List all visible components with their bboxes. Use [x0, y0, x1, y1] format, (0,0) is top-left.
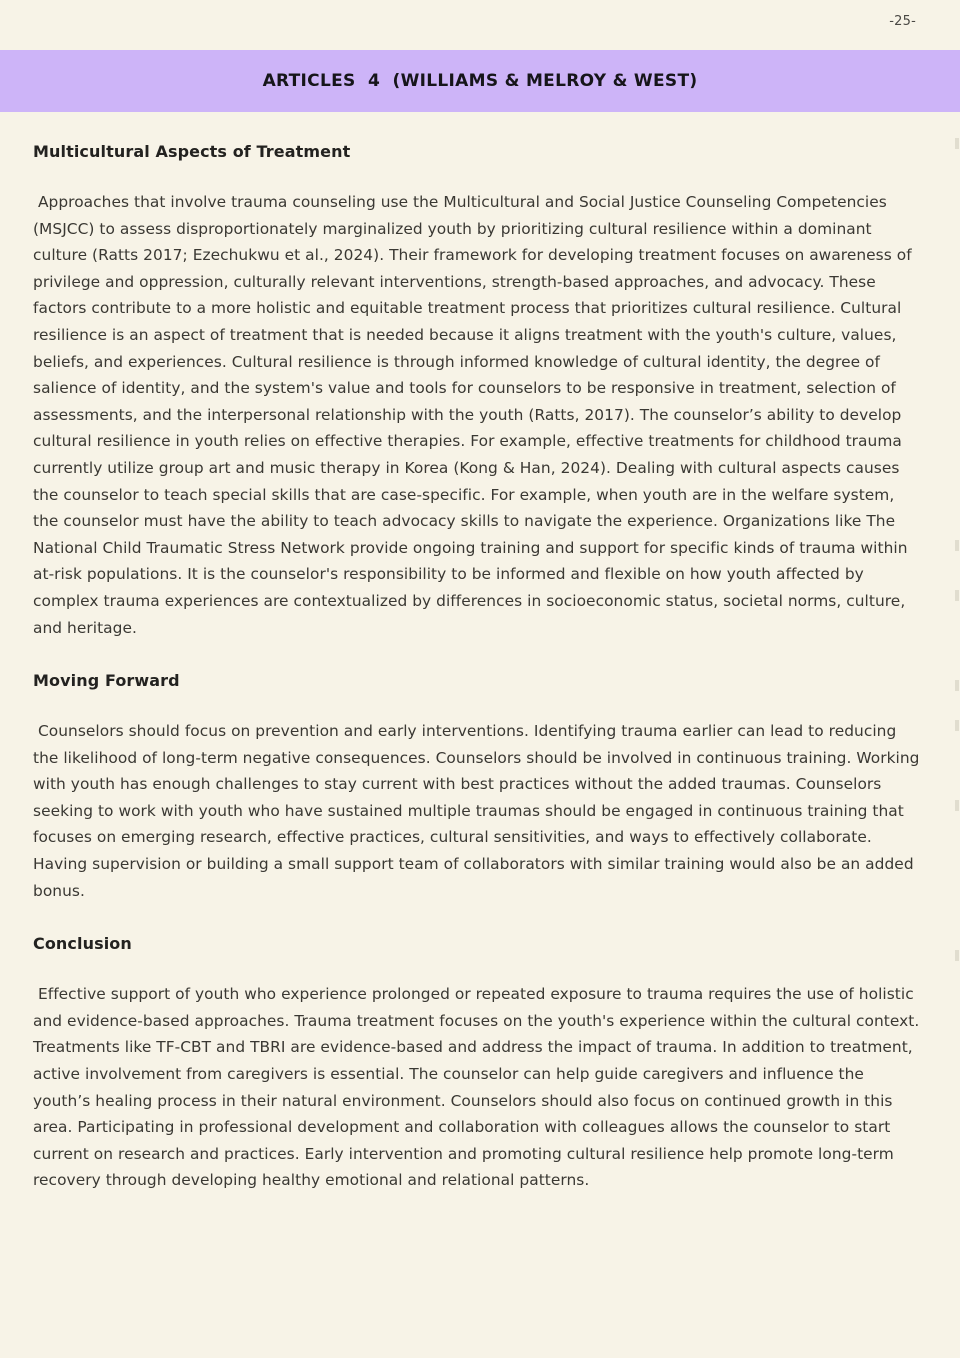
article-body: [0, 112, 960, 1194]
running-head-banner: [0, 50, 960, 112]
section-paragraph: Effective support of youth who experience prolonged or repeated exposure to trauma requires the use of holistic and evidence-based approaches. Trauma treatment focuses on the youth's experience within the cultural context. Treatments like TF-CBT and TBRI are evidence-based and address the impact of trauma. In addition to treatment, active involvement from caregivers is essential. The counselor can help guide caregivers and influence the youth’s healing process in their natural environment. Counselors should also focus on continued growth in this area. Participating in professional development and collaboration with colleagues allows the counselor to start current on research and practices. Early intervention and promoting cultural resilience help promote long-term recovery through developing healthy emotional and relational patterns.: [33, 985, 925, 1190]
section-moving-forward: [33, 671, 925, 904]
section-paragraph: Approaches that involve trauma counseling use the Multicultural and Social Justice Counseling Competencies (MSJCC) to assess disproportionately marginalized youth by prioritizing cultural resilience within a dominant culture (Ratts 2017; Ezechukwu et al., 2024). Their framework for developing treatment focuses on awareness of privilege and oppression, culturally relevant interventions, strength-based approaches, and advocacy. These factors contribute to a more holistic and equitable treatment process that prioritizes cultural resilience. Cultural resilience is an aspect of treatment that is needed because it aligns treatment with the youth's culture, values, beliefs, and experiences. Cultural resilience is through informed knowledge of cultural identity, the degree of salience of identity, and the system's value and tools for counselors to be responsive in treatment, selection of assessments, and the interpersonal relationship with the youth (Ratts, 2017). The counselor’s ability to develop cultural resilience in youth relies on effective therapies. For example, effective treatments for childhood trauma currently utilize group art and music therapy in Korea (Kong & Han, 2024). Dealing with cultural aspects causes the counselor to teach special skills that are case-specific. For example, when youth are in the welfare system, the counselor must have the ability to teach advocacy skills to navigate the experience. Organizations like The National Child Traumatic Stress Network provide ongoing training and support for specific kinds of trauma within at-risk populations. It is the counselor's responsibility to be informed and flexible on how youth affected by complex trauma experiences are contextualized by differences in socioeconomic status, societal norms, culture, and heritage.: [33, 193, 917, 637]
section-heading: Conclusion: [33, 934, 132, 954]
section-spacer: [33, 904, 920, 934]
heading-spacer: [33, 959, 920, 981]
section-paragraph: Counselors should focus on prevention and early interventions. Identifying trauma earlier can lead to reducing the likelihood of long-term negative consequences. Counselors should be involved in continuous training. Working with youth has enough challenges to stay current with best practices without the added traumas. Counselors seeking to work with youth who have sustained multiple traumas should be engaged in continuous training that focuses on emerging research, effective practices, cultural sensitivities, and ways to effectively collaborate. Having supervision or building a small support team of collaborators with similar training would also be an added bonus.: [33, 722, 925, 900]
section-multicultural-aspects-of-treatment: [33, 142, 920, 641]
section-heading: Moving Forward: [33, 671, 180, 691]
page-header-area: [0, 0, 960, 50]
heading-spacer: [33, 696, 920, 718]
page-number: -25-: [889, 14, 916, 29]
section-spacer: [33, 641, 920, 671]
section-heading: Multicultural Aspects of Treatment: [33, 142, 351, 161]
heading-spacer: [33, 167, 920, 189]
running-head-title: ARTICLES 4 (WILLIAMS & MELROY & WEST): [262, 71, 698, 91]
section-conclusion: [33, 934, 925, 1194]
